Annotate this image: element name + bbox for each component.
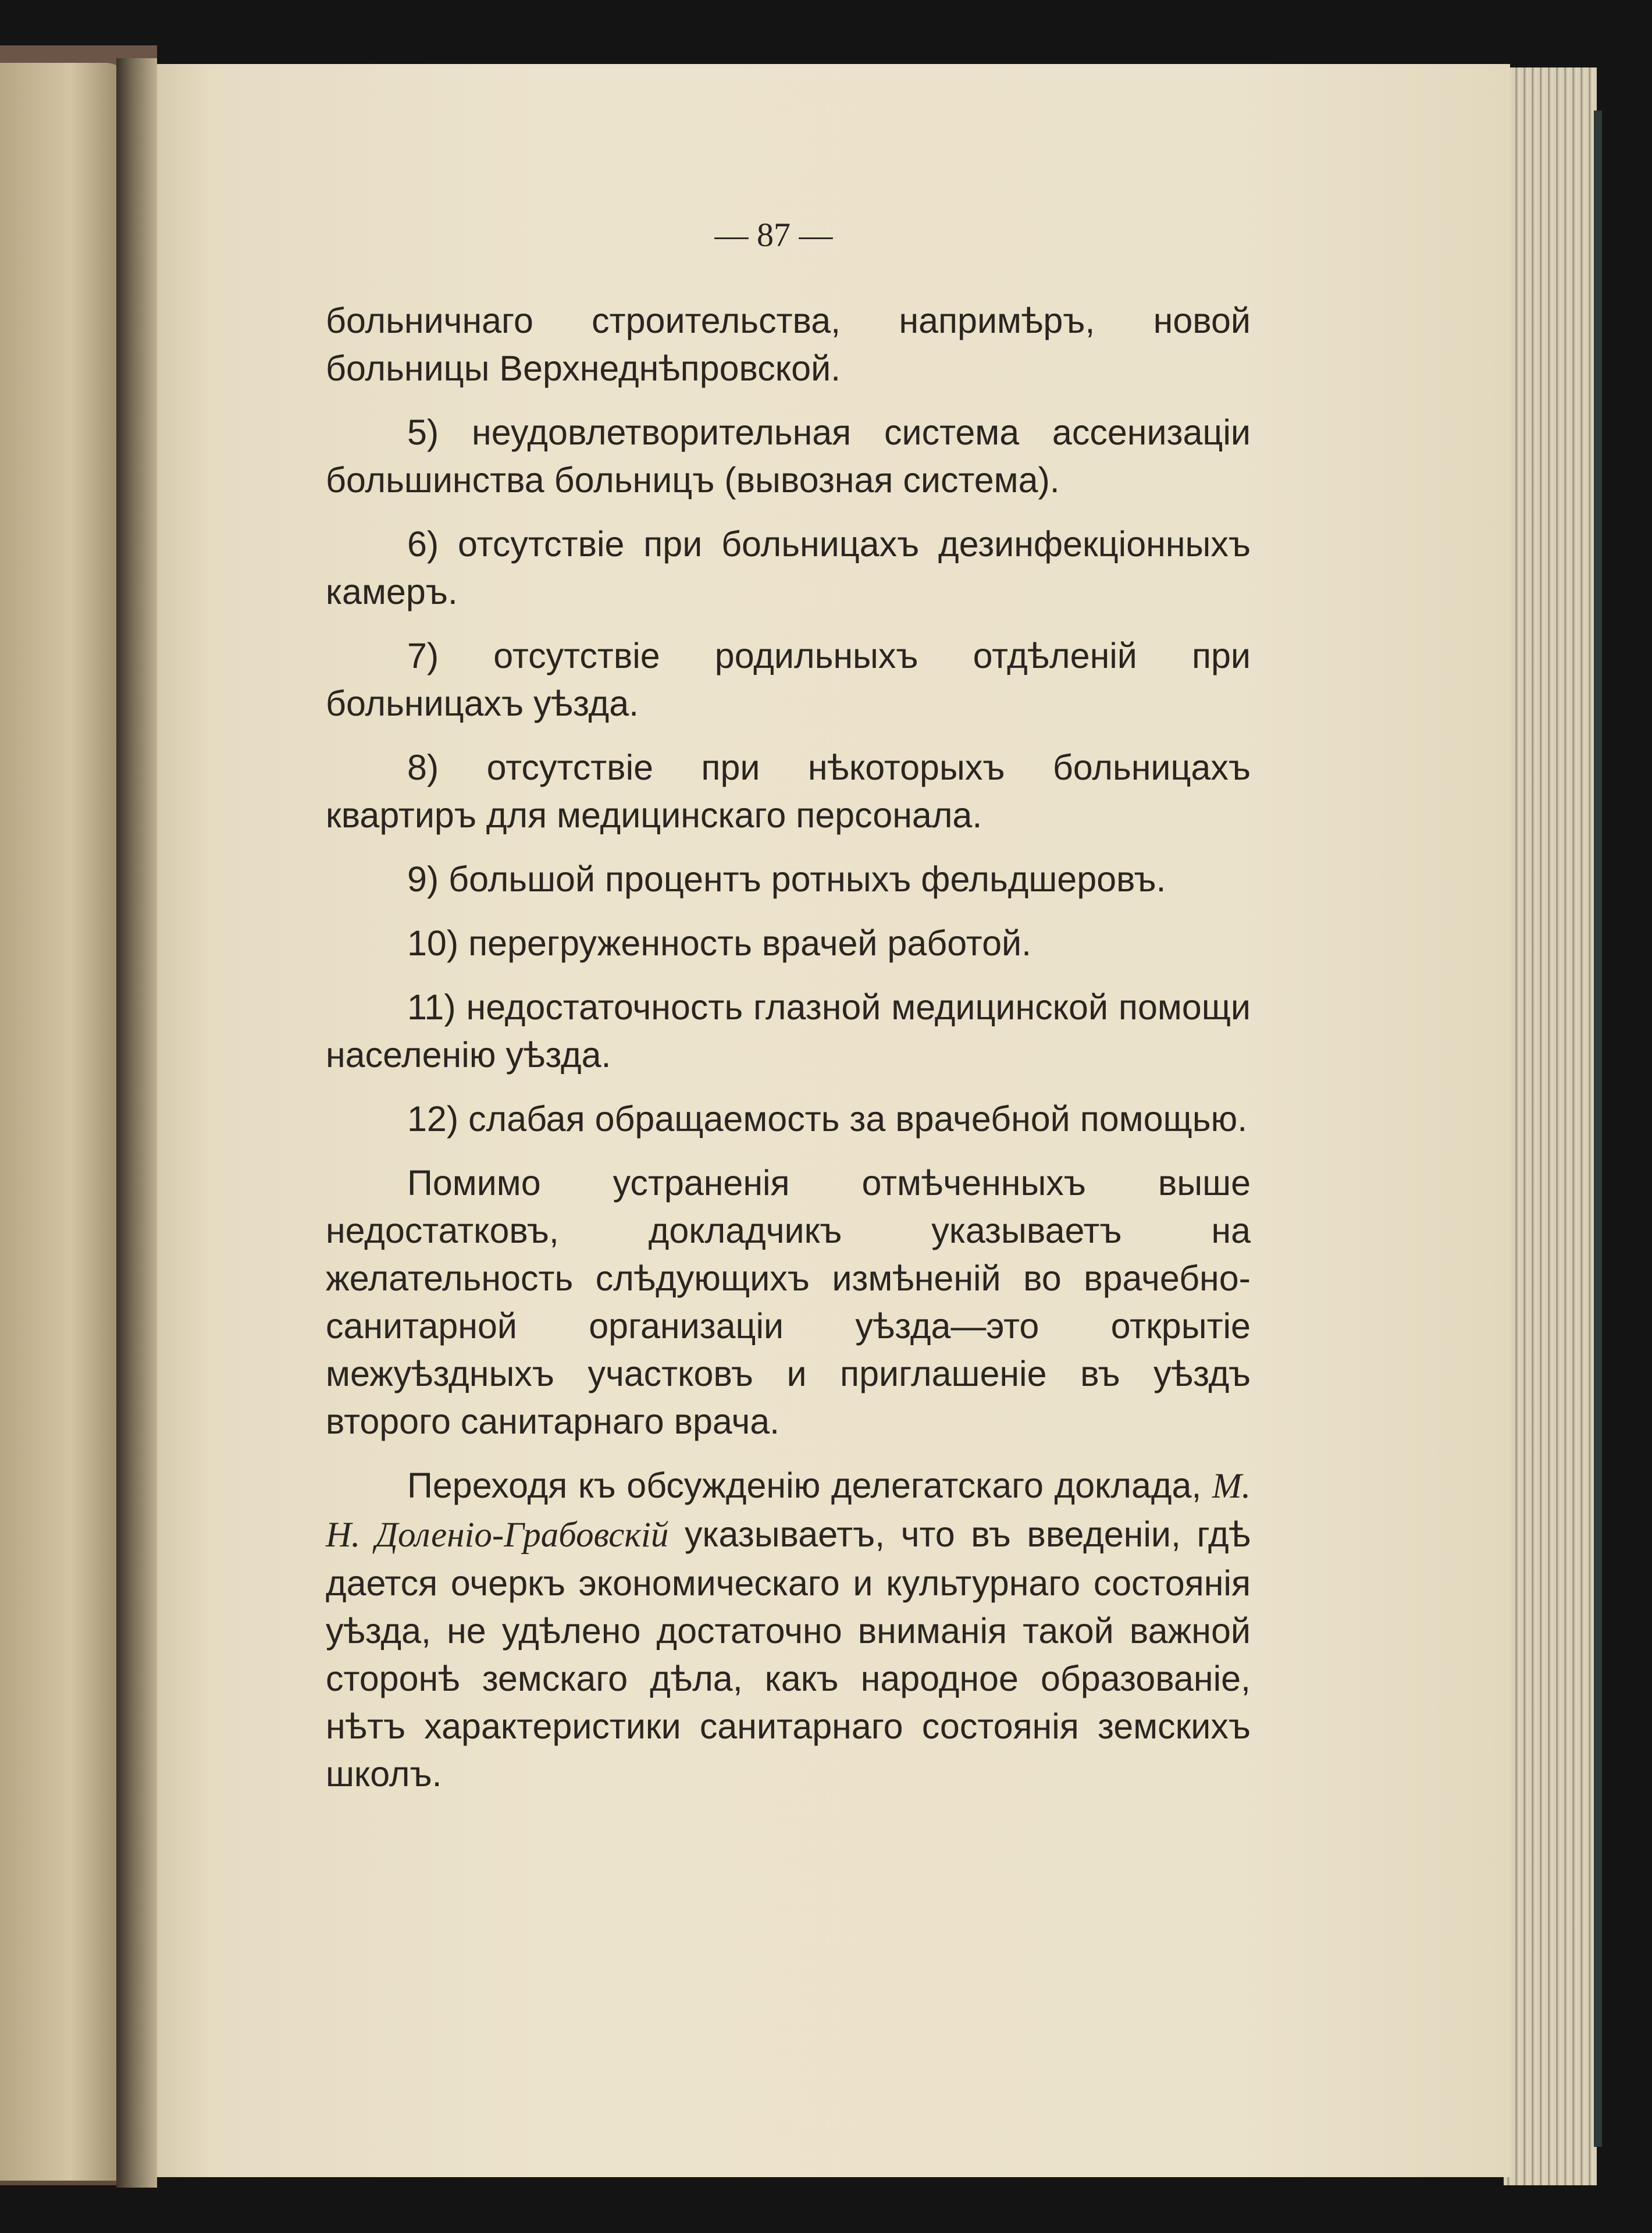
right-cover-edge: [1594, 111, 1602, 2147]
list-item: 11) недостаточность глазной медицинской помощи населенію уѣзда.: [326, 987, 1251, 1075]
list-item: 10) перегруженность врачей работой.: [407, 923, 1032, 963]
continuation-paragraph: больничнаго строительства, напримѣръ, новой больницы Верхнеднѣпровской.: [326, 301, 1251, 388]
list-item: 9) большой процентъ ротныхъ фельдшеровъ.: [407, 859, 1166, 899]
list-item: 8) отсутствіе при нѣкоторыхъ больницахъ квартиръ для медицинскаго персонала.: [326, 748, 1251, 835]
book-gutter: [116, 58, 157, 2188]
left-facing-page: [0, 63, 129, 2181]
list-item: 12) слабая обращаемость за врачебной помощью.: [407, 1099, 1248, 1139]
page-number: — 87 —: [714, 216, 833, 254]
page-stack-edges: [1504, 67, 1597, 2185]
page-text: [326, 209, 1251, 1814]
list-item: 7) отсутствіе родильныхъ отдѣленій при больницахъ уѣзда.: [326, 636, 1251, 723]
discussion-rest: указываетъ, что въ введеніи, гдѣ дается очеркъ экономическаго и культурнаго состоянія уѣзда, не удѣлено достаточно вниманія такой важной сторонѣ земскаго дѣла, какъ народное образованіе, нѣтъ характеристики санитарнаго состоянія земскихъ школъ.: [326, 1514, 1251, 1794]
speaker-name: М. Н. Доленіо-Грабовскій: [326, 1467, 1251, 1555]
discussion-lead: Переходя къ обсужденію делегатскаго доклада,: [407, 1466, 1202, 1505]
discussion-paragraph: [326, 1462, 1251, 1798]
list-item: 6) отсутствіе при больницахъ дезинфекціонныхъ камеръ.: [326, 524, 1251, 611]
list-item: 5) неудовлетворительная система ассенизаціи большинства больницъ (вывозная система).: [326, 413, 1251, 500]
remedies-paragraph: Помимо устраненія отмѣченныхъ выше недостатковъ, докладчикъ указываетъ на желательность слѣдующихъ измѣненій во врачебно-санитарной организаціи уѣзда—это открытіе межуѣздныхъ участковъ и приглашеніе въ уѣздъ второго санитарнаго врача.: [326, 1163, 1251, 1441]
